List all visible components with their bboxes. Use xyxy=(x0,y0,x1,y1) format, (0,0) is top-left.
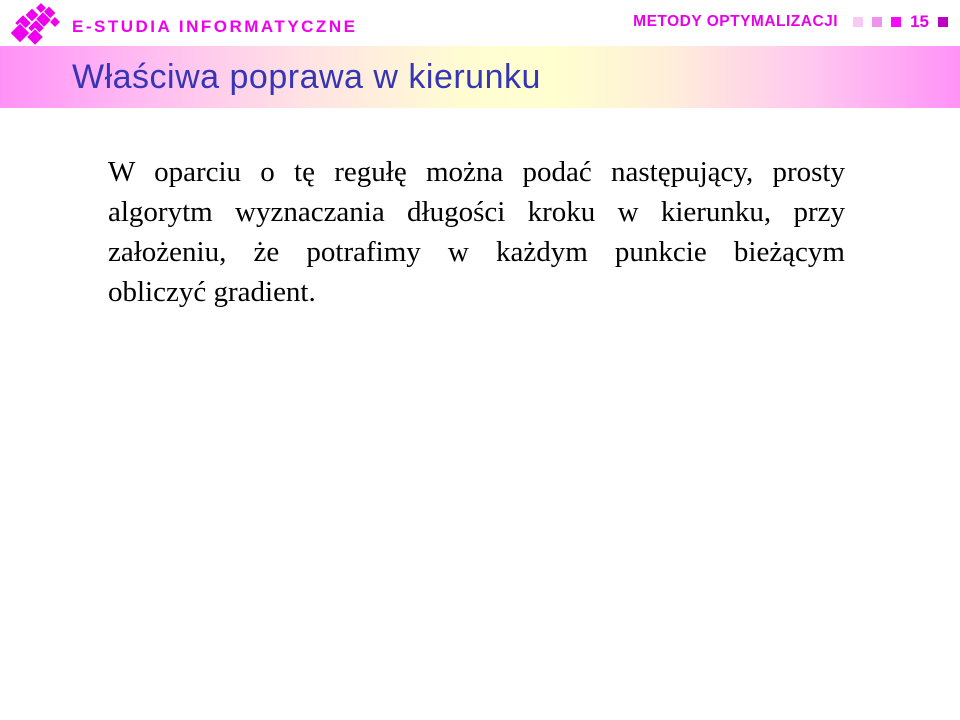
header-right-group xyxy=(633,13,948,31)
slide-title: Właściwa poprawa w kierunku xyxy=(72,57,541,96)
title-band xyxy=(0,46,960,108)
bullet-square-dark-icon xyxy=(938,17,948,27)
course-title: METODY OPTYMALIZACJI xyxy=(633,13,839,30)
diamond-cascade-logo-icon xyxy=(8,2,68,46)
logo-wordmark: E-STUDIA INFORMATYCZNE xyxy=(72,17,358,36)
body-line: W oparciu o tę regułę można podać następujący, prosty xyxy=(108,156,845,188)
body-paragraph xyxy=(108,152,845,312)
bullet-square-bright-icon xyxy=(891,17,901,27)
slide-header xyxy=(0,0,960,46)
page-number: 15 xyxy=(910,12,929,31)
body-line: założeniu, że potrafimy w każdym punkcie bieżącym xyxy=(108,236,845,268)
body-line: algorytm wyznaczania długości kroku w kierunku, przy xyxy=(108,196,845,228)
body-line: obliczyć gradient. xyxy=(108,276,316,308)
bullet-square-light-icon xyxy=(853,17,863,27)
bullet-square-medium-icon xyxy=(872,17,882,27)
